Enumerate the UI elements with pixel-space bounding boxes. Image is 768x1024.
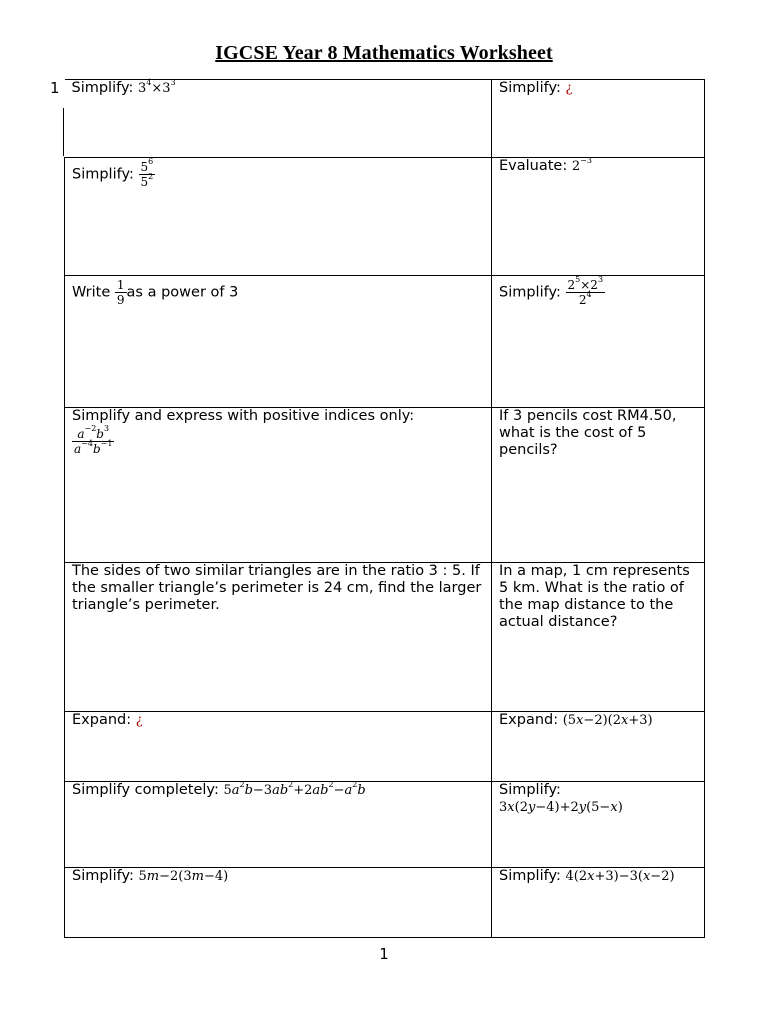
question-text: In a map, 1 cm represents 5 km. What is the ratio of the map distance to the actual distance? <box>499 563 690 630</box>
question-prefix: Simplify: <box>499 284 561 301</box>
question-prefix: Expand: <box>499 712 559 728</box>
question-cell <box>492 158 705 276</box>
table-row <box>65 782 705 868</box>
table-row <box>65 80 705 158</box>
question-table <box>64 79 705 938</box>
question-prefix: Simplify: <box>499 782 561 798</box>
question-cell <box>65 408 492 563</box>
math-expression: (5x−2)(2x+3) <box>562 713 653 728</box>
math-fraction: $\frac{a^{-2}b^3}{a^{-4}b^{-1}}$ <box>74 424 113 456</box>
question-cell <box>492 276 705 408</box>
table-row <box>65 276 705 408</box>
math-expression: ¿ <box>565 81 573 96</box>
question-prefix: Simplify completely: <box>72 782 219 798</box>
question-cell <box>492 712 705 782</box>
worksheet-title: IGCSE Year 8 Mathematics Worksheet <box>215 42 553 64</box>
question-prefix: Simplify: <box>72 166 134 183</box>
math-expression: 5m−2(3m−4) <box>138 869 229 884</box>
question-cell <box>65 782 492 868</box>
question-cell <box>65 276 492 408</box>
math-expression: $3^4\times 3^3$ <box>138 78 176 96</box>
question-prefix: Simplify: <box>499 80 561 96</box>
question-prefix: Simplify and express with positive indices only: <box>72 408 415 424</box>
question-number: 1 <box>50 79 60 97</box>
question-cell <box>492 563 705 712</box>
math-fraction: $\frac{2^5\times 2^3}{2^4}$ <box>567 275 604 307</box>
question-cell <box>492 782 705 868</box>
math-fraction: $\frac{1}{9}$ <box>116 278 125 307</box>
question-cell <box>65 563 492 712</box>
math-expression: ¿ <box>135 713 143 728</box>
math-expression: 4(2x+3)−3(x−2) <box>565 869 675 884</box>
table-row <box>65 408 705 563</box>
question-prefix: Write <box>72 284 111 301</box>
page-number: 1 <box>379 945 389 963</box>
question-cell <box>492 80 705 158</box>
table-row <box>65 868 705 938</box>
question-prefix: Evaluate: <box>499 158 568 174</box>
question-text: The sides of two similar triangles are in the ratio 3 : 5. If the smaller triangle’s perimeter is 24 cm, find the larger triangle’s perimeter. <box>72 563 482 613</box>
question-text: If 3 pencils cost RM4.50, what is the cost of 5 pencils? <box>499 408 677 458</box>
math-expression: $5a^2b-3ab^2+2ab^2-a^2b$ <box>223 780 366 798</box>
question-cell <box>65 712 492 782</box>
math-expression: 3x(2y−4)+2y(5−x) <box>499 800 623 815</box>
question-prefix: Simplify: <box>71 80 134 96</box>
question-cell <box>65 80 492 158</box>
table-row <box>65 712 705 782</box>
question-cell <box>492 408 705 563</box>
question-cell <box>65 868 492 938</box>
question-prefix: Simplify: <box>72 868 134 884</box>
question-prefix: Expand: <box>72 712 132 728</box>
math-fraction: $\frac{5^6}{5^2}$ <box>140 157 154 189</box>
question-cell <box>492 868 705 938</box>
table-row <box>65 158 705 276</box>
question-prefix: Simplify: <box>499 868 561 884</box>
question-cell <box>65 158 492 276</box>
question-suffix: as a power of 3 <box>126 284 239 301</box>
table-row <box>65 563 705 712</box>
math-expression: $2^{-3}$ <box>571 156 592 174</box>
